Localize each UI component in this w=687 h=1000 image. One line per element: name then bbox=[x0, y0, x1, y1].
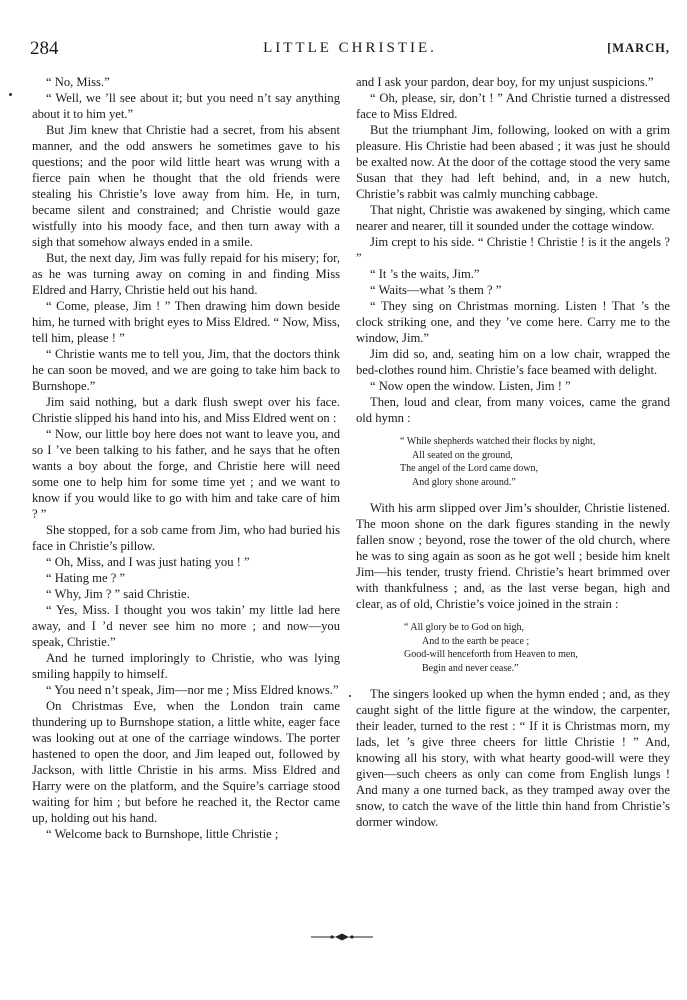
margin-speck bbox=[9, 93, 12, 96]
paragraph: And he turned imploringly to Christie, who was lying smiling happily to himself. bbox=[32, 651, 340, 681]
paragraph: “ Oh, please, sir, don’t ! ” And Christie turned a distressed face to Miss Eldred. bbox=[356, 91, 670, 121]
paragraph: Jim did so, and, seating him on a low chair, wrapped the bed-clothes round him. Christie’s face beamed with delight. bbox=[356, 347, 670, 377]
verse-line: “ While shepherds watched their flocks by night, bbox=[400, 436, 596, 447]
hymn-verse-2 bbox=[356, 621, 670, 675]
paragraph: “ Welcome back to Burnshope, little Christie ; bbox=[46, 827, 279, 841]
paragraph: “ No, Miss.” bbox=[46, 75, 110, 89]
verse-line: The angel of the Lord came down, bbox=[400, 463, 539, 474]
paragraph: “ Now, our little boy here does not want to leave you, and so I ’ve been talking to his father, and he says that he often wants a boy about the forge, and Christie here will need some one to help him for some time yet ; and we want to know if you would like to go with him and take care of him ? ” bbox=[32, 427, 340, 521]
paragraph: “ Yes, Miss. I thought you wos takin’ my little lad here away, and I ’d never see him no more ; and now—you speak, Christie.” bbox=[32, 603, 340, 649]
paragraph: Jim crept to his side. “ Christie ! Christie ! is it the angels ? ” bbox=[356, 235, 670, 265]
paragraph: That night, Christie was awakened by singing, which came nearer and nearer, till it sounded under the cottage window. bbox=[356, 203, 670, 233]
verse-line: And to the earth be peace ; bbox=[422, 635, 530, 647]
paragraph: With his arm slipped over Jim’s shoulder, Christie listened. The moon shone on the dark figures standing in the newly fallen snow ; beyond, rose the tower of the old church, where he was to sing again as soon as he got well ; beside him knelt Jim—his tender, trusty friend. Christie’s heart brimmed over with thankfulness ; and, as the last verse began, high and clear, as of old, Christie’s voice joined in the strain : bbox=[356, 501, 670, 611]
paragraph: “ Now open the window. Listen, Jim ! ” bbox=[370, 379, 571, 393]
left-column bbox=[32, 74, 340, 842]
paragraph: The singers looked up when the hymn ended ; and, as they caught sight of the little figure at the window, the carpenter, their leader, turned to the rest : “ If it is Christmas morn, my lads, let ’s give three cheers for little Christie ! ” And, knowing all his story, with what hearty good-will were they given—such cheers as only can come from English lungs ! And many a one turned back, as they tramped away over the snow, to catch the wave of the little thin hand from Christie’s dormer window. bbox=[356, 687, 670, 829]
paragraph: “ Oh, Miss, and I was just hating you ! ” bbox=[46, 555, 250, 569]
paragraph: “ It ’s the waits, Jim.” bbox=[370, 267, 480, 281]
verse-line: Begin and never cease.” bbox=[422, 662, 519, 674]
margin-speck bbox=[349, 695, 351, 697]
paragraph: “ Christie wants me to tell you, Jim, that the doctors think he can soon be moved, and we are going to take him back to Burnshope.” bbox=[32, 347, 340, 393]
right-column bbox=[356, 74, 670, 830]
paragraph: She stopped, for a sob came from Jim, who had buried his face in Christie’s pillow. bbox=[32, 523, 340, 553]
running-title: LITTLE CHRISTIE. bbox=[263, 40, 437, 56]
running-header bbox=[30, 38, 670, 62]
paragraph: “ Come, please, Jim ! ” Then drawing him down beside him, he turned with bright eyes to Miss Eldred. “ Now, Miss, tell him, please ! ” bbox=[32, 299, 340, 345]
paragraph: “ Well, we ’ll see about it; but you need n’t say anything about it to him yet.” bbox=[32, 91, 340, 121]
paragraph: But the triumphant Jim, following, looked on with a grim pleasure. His Christie had been abased ; it was just he should be exalted now. At the door of the cottage stood the very same Susan that they had left behind, and, in a new hutch, Christie’s rabbit was calmly munching cabbage. bbox=[356, 123, 670, 201]
end-ornament-icon bbox=[311, 932, 373, 942]
verse-line: Good-will henceforth from Heaven to men, bbox=[404, 649, 578, 660]
paragraph: “ You need n’t speak, Jim—nor me ; Miss Eldred knows.” bbox=[46, 683, 339, 697]
verse-line: And glory shone around.” bbox=[412, 476, 516, 488]
page-number: 284 bbox=[30, 38, 59, 59]
paragraph: Jim said nothing, but a dark flush swept over his face. Christie slipped his hand into his, and Miss Eldred went on : bbox=[32, 395, 340, 425]
paragraph: “ Why, Jim ? ” said Christie. bbox=[46, 587, 190, 601]
verse-line: All seated on the ground, bbox=[412, 449, 513, 461]
paragraph: Then, loud and clear, from many voices, came the grand old hymn : bbox=[356, 395, 670, 425]
paragraph: But Jim knew that Christie had a secret, from his absent manner, and the odd answers he sometimes gave to his questions; and the poor wild little heart was wrung with a fierce pain when he thought that the old friends were stealing his Christie’s love away from him. He, in turn, became silent and constrained; and Christie would gaze wistfully into his moody face, and then turn away with a sigh that somehow always ended in a smile. bbox=[32, 123, 340, 249]
paragraph: On Christmas Eve, when the London train came thundering up to Burnshope station, a little white, eager face was looking out at one of the carriage windows. The porter hastened to open the door, and Jim leaped out, followed by Jackson, with little Christie in his arms. Miss Eldred and Harry were on the platform, and the Squire’s carriage stood waiting for him ; but before he reached it, the Rector came up, holding out his hand. bbox=[32, 699, 340, 825]
paragraph: “ They sing on Christmas morning. Listen ! That ’s the clock striking one, and they ’ve come here. Carry me to the window, Jim.” bbox=[356, 299, 670, 345]
paragraph-continued: and I ask your pardon, dear boy, for my unjust suspicions.” bbox=[356, 75, 654, 89]
paragraph: But, the next day, Jim was fully repaid for his misery; for, as he was turning away on coming in and finding Miss Eldred and Harry, Christie held out his hand. bbox=[32, 251, 340, 297]
month-label: [MARCH, bbox=[607, 41, 670, 55]
verse-line: “ All glory be to God on high, bbox=[404, 622, 524, 633]
paragraph: “ Hating me ? ” bbox=[46, 571, 126, 585]
hymn-verse-1 bbox=[356, 435, 670, 489]
paragraph: “ Waits—what ’s them ? ” bbox=[370, 283, 502, 297]
